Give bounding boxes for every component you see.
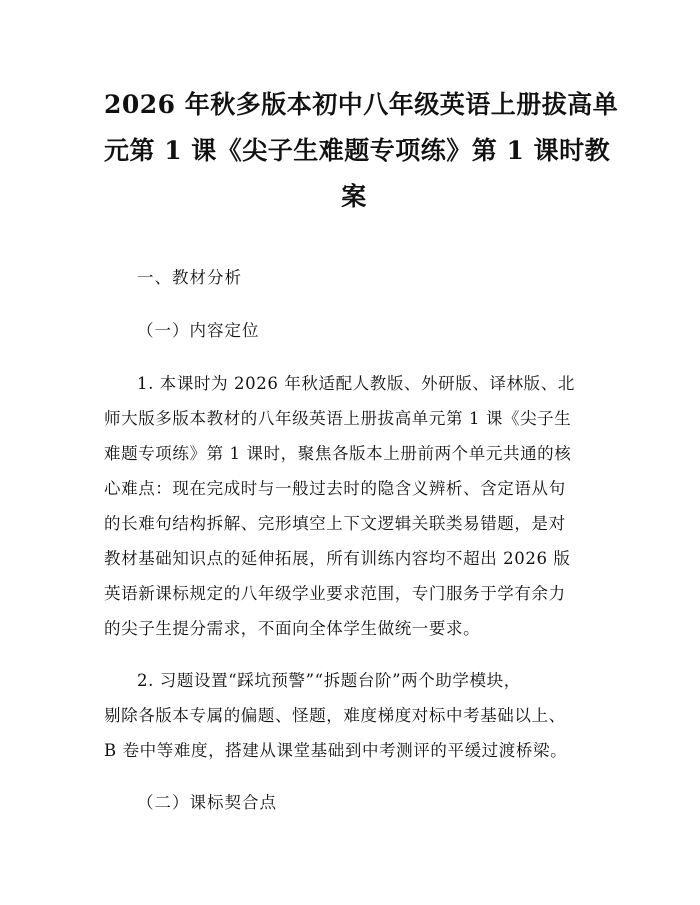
document-title bbox=[104, 82, 619, 220]
section-heading-materials-analysis: 一、教材分析 bbox=[137, 268, 242, 287]
paragraph-2 bbox=[104, 663, 604, 768]
title-line-3: 案 bbox=[341, 182, 367, 211]
paragraph-1-line-4: 心难点：现在完成时与一般过去时的隐含义辨析、含定语从句 bbox=[104, 479, 566, 498]
paragraph-1-line-1: 1. 本课时为 2026 年秋适配人教版、外研版、译林版、北 bbox=[137, 374, 575, 393]
paragraph-1-line-5: 的长难句结构拆解、完形填空上下文逻辑关联类易错题，是对 bbox=[104, 514, 566, 533]
paragraph-1-line-2: 师大版多版本教材的八年级英语上册拔高单元第 1 课《尖子生 bbox=[104, 409, 572, 428]
subsection-heading-curriculum-alignment: （二）课标契合点 bbox=[137, 793, 277, 812]
title-line-2: 元第 1 课《尖子生难题专项练》第 1 课时教 bbox=[104, 136, 611, 165]
subsection-heading-content-positioning: （一）内容定位 bbox=[137, 321, 260, 340]
title-line-1: 2026 年秋多版本初中八年级英语上册拔高单 bbox=[104, 90, 619, 119]
paragraph-2-line-2: 剔除各版本专属的偏题、怪题，难度梯度对标中考基础以上、 bbox=[104, 706, 566, 725]
paragraph-1-line-7: 英语新课标规定的八年级学业要求范围，专门服务于学有余力 bbox=[104, 584, 566, 603]
paragraph-1 bbox=[104, 366, 604, 646]
paragraph-2-line-1: 2. 习题设置“踩坑预警”“拆题台阶”两个助学模块， bbox=[137, 671, 521, 690]
paragraph-1-line-6: 教材基础知识点的延伸拓展，所有训练内容均不超出 2026 版 bbox=[104, 549, 571, 568]
paragraph-1-line-3: 难题专项练》第 1 课时，聚焦各版本上册前两个单元共通的核 bbox=[104, 444, 572, 463]
paragraph-2-line-3: B 卷中等难度，搭建从课堂基础到中考测评的平缓过渡桥梁。 bbox=[104, 741, 568, 760]
paragraph-1-line-8: 的尖子生提分需求，不面向全体学生做统一要求。 bbox=[104, 619, 481, 638]
